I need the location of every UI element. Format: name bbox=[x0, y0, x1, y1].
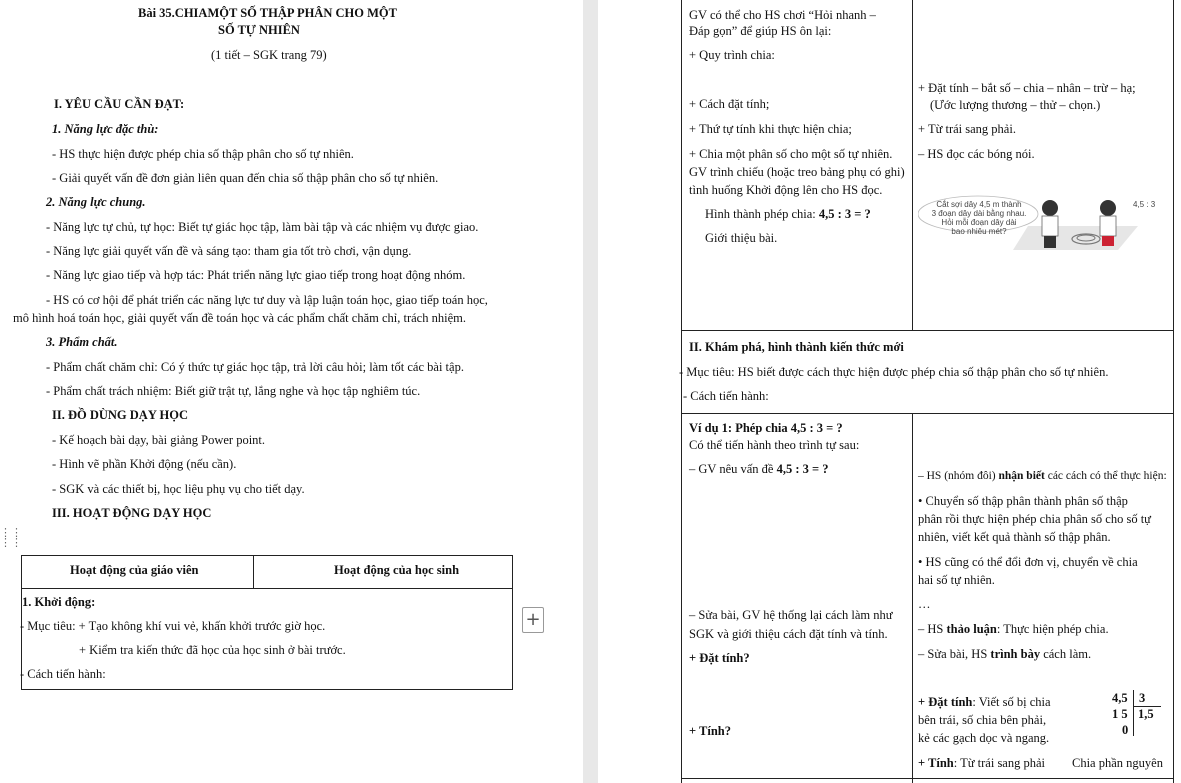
text-line: – HS đọc các bóng nói. bbox=[918, 147, 1035, 161]
activity-table bbox=[21, 555, 513, 690]
text-line: + Chia một phân số cho một số tự nhiên. bbox=[689, 147, 893, 161]
section-2-heading: II. ĐỒ DÙNG DẠY HỌC bbox=[52, 408, 188, 422]
text-line: + Cách đặt tính; bbox=[689, 97, 770, 111]
text-line: Chia phần nguyên bbox=[1072, 756, 1163, 770]
text-line: phân rồi thực hiện phép chia phân số cho số tự bbox=[918, 512, 1151, 526]
text-line: - Kế hoạch bài dạy, bài giảng Power point. bbox=[52, 433, 266, 447]
text-line: - Năng lực giải quyết vấn đề và sáng tạo: tham gia tốt trò chơi, vận dụng. bbox=[46, 244, 412, 258]
text-line: - Mục tiêu: HS biết được cách thực hiện được phép chia số thập phân cho số tự nhiên. bbox=[679, 365, 1109, 379]
text-line: + Tính? bbox=[689, 724, 731, 738]
text-line: + Đặt tính? bbox=[689, 651, 750, 665]
text-line: + Quy trình chia: bbox=[689, 48, 775, 62]
text-line: • Chuyển số thập phân thành phân số thập bbox=[918, 494, 1128, 508]
table-cell-text: + Kiểm tra kiến thức đã học của học sinh ở bài trước. bbox=[79, 643, 346, 657]
text-line: - Phẩm chất chăm chỉ: Có ý thức tự giác học tập, trả lời câu hỏi; làm tốt các bài tập. bbox=[46, 360, 464, 374]
text-line: hai số tự nhiên. bbox=[918, 573, 995, 587]
text-line: + Từ trái sang phải. bbox=[918, 122, 1016, 136]
text-line: + Đặt tính: Viết số bị chia bbox=[918, 695, 1051, 709]
text-line: - Hình vẽ phần Khởi động (nếu cần). bbox=[52, 457, 237, 471]
speech-bubble: 4,5 : 3 bbox=[1133, 200, 1156, 209]
subsection-1-3: 3. Phẩm chất. bbox=[46, 335, 118, 349]
subsection-1-1: 1. Năng lực đặc thù: bbox=[52, 122, 159, 136]
text-line: - Giải quyết vấn đề đơn giản liên quan đến chia số thập phân cho số tự nhiên. bbox=[52, 171, 439, 185]
text-line: • HS cũng có thể đổi đơn vị, chuyển về chia bbox=[918, 555, 1138, 569]
drag-handle-icon[interactable]: ⋮⋮ ⋮⋮ bbox=[0, 526, 22, 549]
lesson-title-line1: Bài 35.CHIAMỘT SỐ THẬP PHÂN CHO MỘT bbox=[138, 6, 397, 20]
example-heading: Ví dụ 1: Phép chia 4,5 : 3 = ? bbox=[689, 421, 843, 435]
section-2-heading: II. Khám phá, hình thành kiến thức mới bbox=[689, 340, 904, 354]
text-line: Hình thành phép chia: 4,5 : 3 = ? bbox=[705, 207, 871, 221]
textbook-illustration bbox=[918, 194, 1173, 254]
text-line: - SGK và các thiết bị, học liệu phụ vụ cho tiết dạy. bbox=[52, 482, 305, 496]
lesson-subtitle: (1 tiết – SGK trang 79) bbox=[211, 48, 327, 62]
text-line: bên trái, số chia bên phải, bbox=[918, 713, 1047, 727]
section-1-heading: I. YÊU CẦU CẦN ĐẠT: bbox=[54, 97, 185, 111]
left-page bbox=[0, 0, 583, 783]
text-line: Đáp gọn” để giúp HS ôn lại: bbox=[689, 24, 832, 38]
text-line: + Tính: Từ trái sang phải bbox=[918, 756, 1045, 770]
text-line: - HS có cơ hội để phát triển các năng lực tư duy và lập luận toán học, giao tiếp toán học, bbox=[46, 293, 488, 307]
lesson-title-line2: SỐ TỰ NHIÊN bbox=[218, 23, 300, 37]
section-3-heading: III. HOẠT ĐỘNG DẠY HỌC bbox=[52, 506, 212, 520]
table-header-teacher: Hoạt động của giáo viên bbox=[70, 563, 199, 577]
text-line: – Sửa bài, GV hệ thống lại cách làm như bbox=[689, 608, 893, 622]
text-line: – Sửa bài, HS trình bày cách làm. bbox=[918, 647, 1092, 661]
text-line: (Ước lượng thương – thử – chọn.) bbox=[930, 98, 1101, 112]
text-line: SGK và giới thiệu cách đặt tính và tính. bbox=[689, 627, 888, 641]
text-line: + Đặt tính – bắt số – chia – nhân – trừ – hạ; bbox=[918, 81, 1136, 95]
text-line: nhiên, viết kết quả thành số thập phân. bbox=[918, 530, 1111, 544]
text-line: Có thể tiến hành theo trình tự sau: bbox=[689, 438, 860, 452]
text-line: Giới thiệu bài. bbox=[705, 231, 778, 245]
text-line: GV trình chiếu (hoặc treo bảng phụ có ghi) bbox=[689, 165, 905, 179]
text-line: – GV nêu vấn đề 4,5 : 3 = ? bbox=[689, 462, 829, 476]
table-cell-text: - Mục tiêu: + Tạo không khí vui vẻ, khấn khởi trước giờ học. bbox=[20, 619, 326, 633]
table-header-student: Hoạt động của học sinh bbox=[334, 563, 460, 577]
text-line: … bbox=[918, 597, 931, 611]
add-row-button[interactable]: + bbox=[522, 607, 544, 633]
text-line: - Phẩm chất trách nhiệm: Biết giữ trật tự, lắng nghe và học tập nghiêm túc. bbox=[46, 384, 421, 398]
text-line: GV có thể cho HS chơi “Hỏi nhanh – bbox=[689, 8, 876, 22]
text-line: - HS thực hiện được phép chia số thập phân cho số tự nhiên. bbox=[52, 147, 354, 161]
text-line: kẻ các gạch dọc và ngang. bbox=[918, 731, 1050, 745]
table-row-heading: 1. Khởi động: bbox=[22, 595, 96, 609]
table-cell-text: - Cách tiến hành: bbox=[20, 667, 106, 681]
text-line: – HS (nhóm đôi) nhận biết các cách có thể thực hiện: bbox=[918, 470, 1167, 482]
speech-bubble: Cắt sợi dây 4,5 m thành 3 đoạn dây dài bằng nhau. Hỏi mỗi đoạn dây dài bao nhiêu mét? bbox=[931, 200, 1027, 236]
text-line: - Cách tiến hành: bbox=[683, 389, 769, 403]
text-line: mô hình hoá toán học, giải quyết vấn đề toán học và các phẩm chất chăm chỉ, trách nhiệm. bbox=[13, 311, 466, 325]
subsection-1-2: 2. Năng lực chung. bbox=[46, 195, 146, 209]
text-line: + Thứ tự tính khi thực hiện chia; bbox=[689, 122, 852, 136]
text-line: tình huống Khởi động lên cho HS đọc. bbox=[689, 183, 883, 197]
text-line: - Năng lực giao tiếp và hợp tác: Phát triển năng lực giao tiếp trong hoạt động nhóm. bbox=[46, 268, 466, 282]
text-line: – HS thảo luận: Thực hiện phép chia. bbox=[918, 622, 1109, 636]
text-line: - Năng lực tự chủ, tự học: Biết tự giác học tập, làm bài tập và các nhiệm vụ được giao. bbox=[46, 220, 479, 234]
